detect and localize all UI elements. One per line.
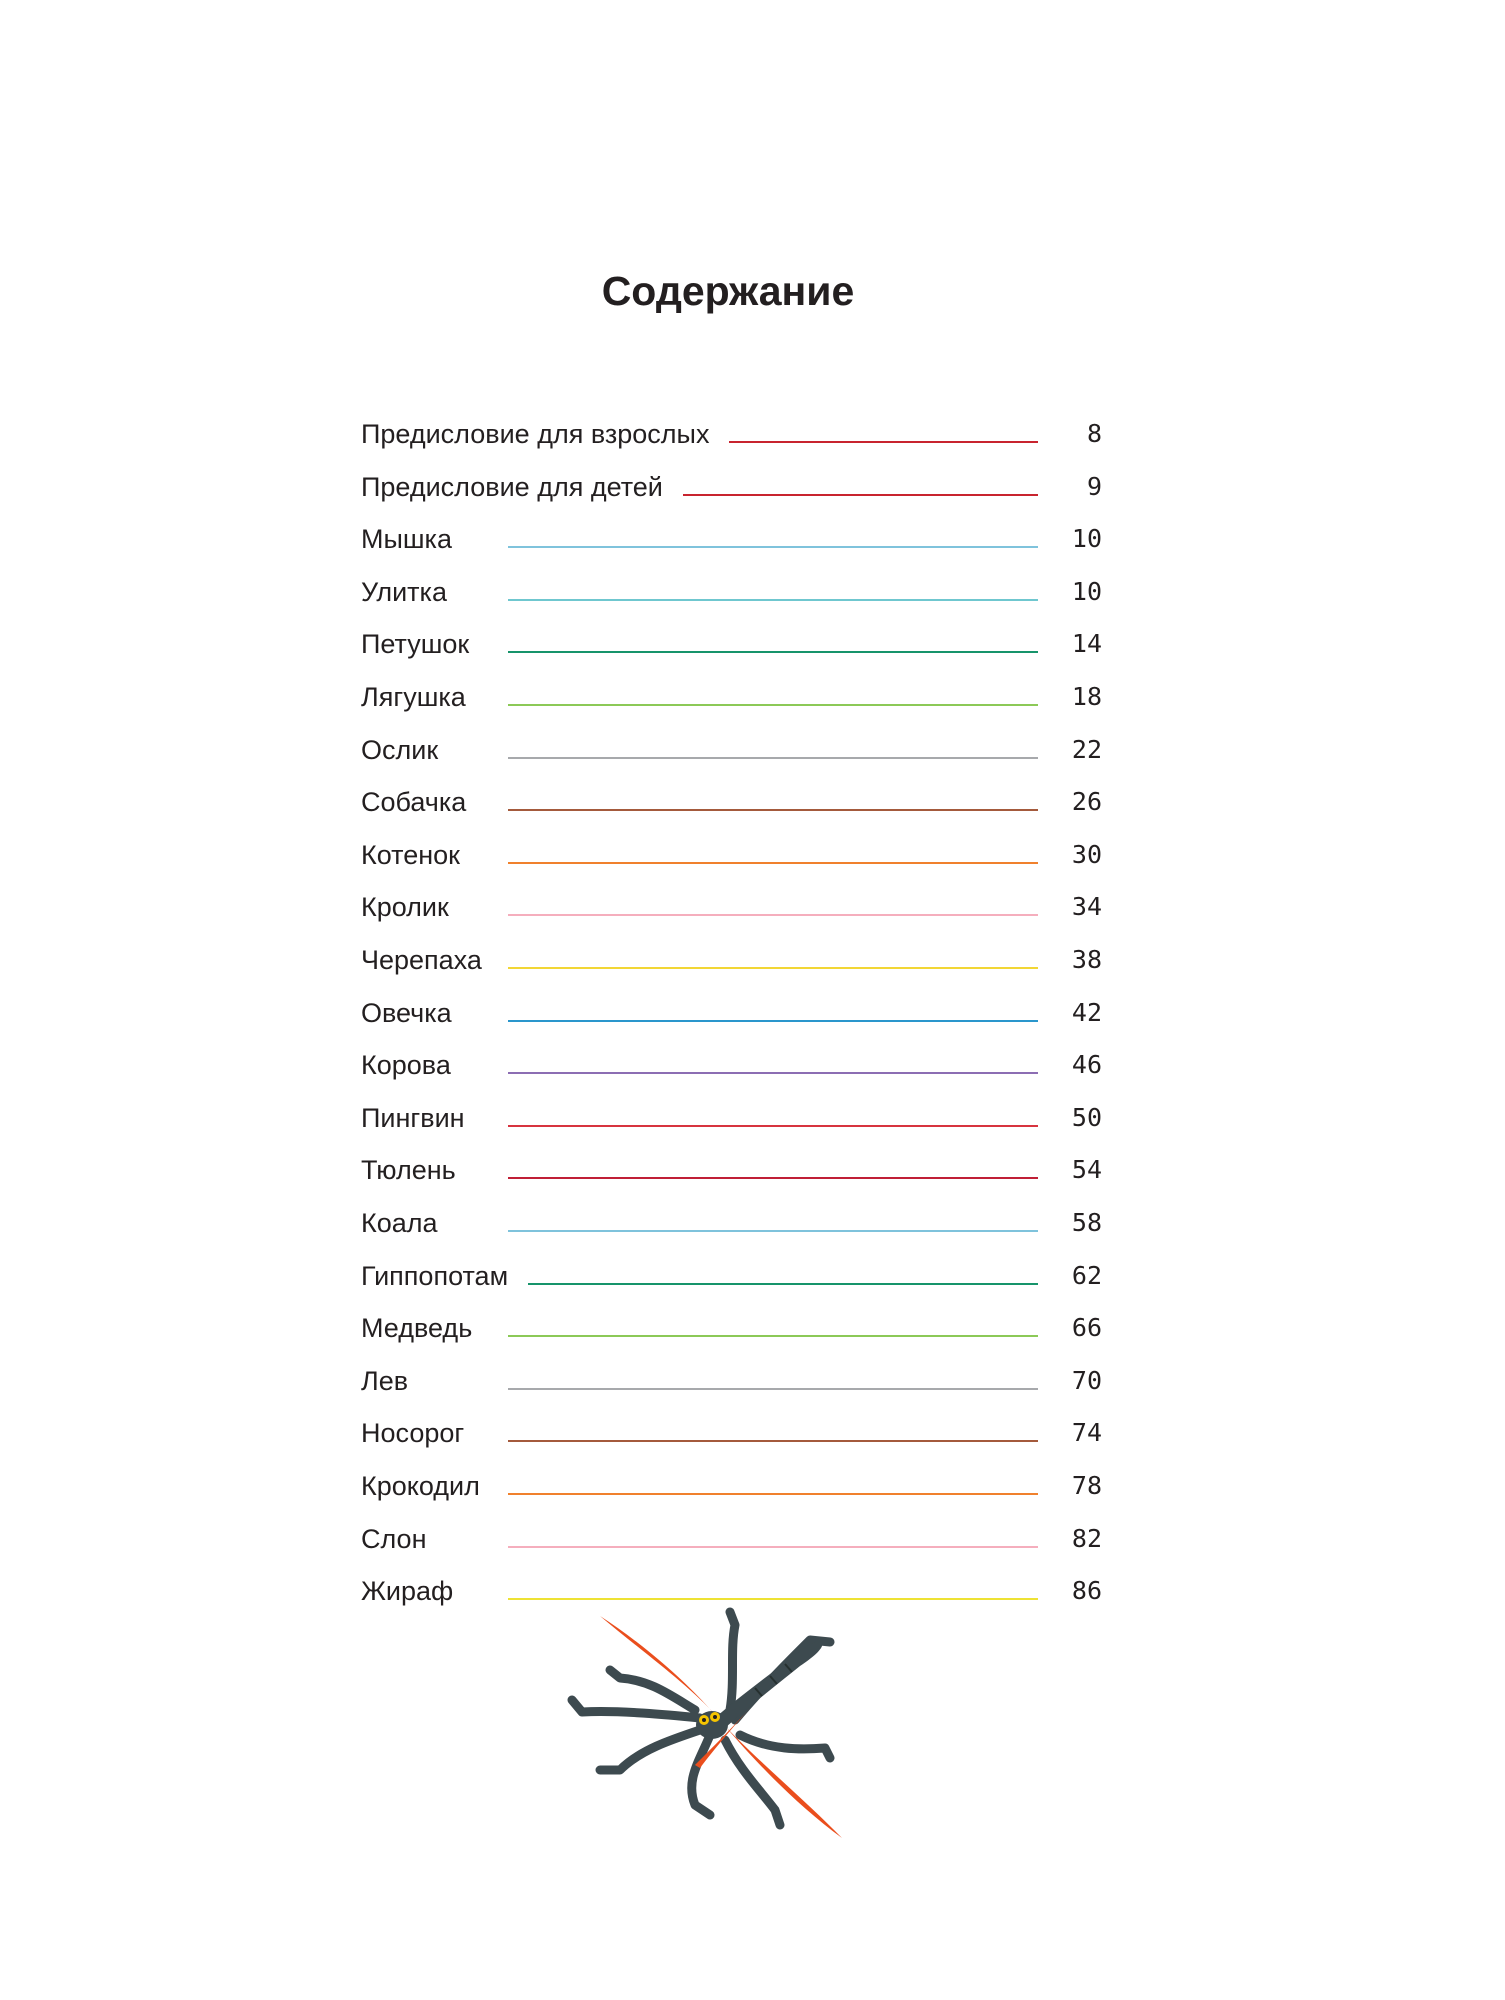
- toc-entry-label: Собачка: [361, 787, 467, 818]
- toc-entry: [0, 677, 1505, 717]
- toc-entry-label: Мышка: [361, 524, 452, 555]
- toc-entry-label: Крокодил: [361, 1471, 480, 1501]
- toc-leader-line: [508, 1177, 1038, 1179]
- toc-entry: [0, 467, 1505, 507]
- toc-entry-label: Пингвин: [361, 1102, 465, 1133]
- toc-leader-line: [729, 441, 1038, 443]
- toc-entry: [0, 1203, 1505, 1243]
- toc-leader-line: [683, 494, 1038, 496]
- toc-entry: [0, 1466, 1505, 1506]
- toc-entry: [0, 624, 1505, 664]
- toc-entry-page-number: 38: [1071, 945, 1102, 974]
- toc-entry: [0, 835, 1505, 875]
- toc-leader-line: [508, 651, 1038, 653]
- toc-entry-label: Предисловие для взрослых: [361, 419, 710, 449]
- toc-entry: [0, 1413, 1505, 1453]
- toc-leader-line: [508, 1440, 1038, 1442]
- toc-entry: [0, 1256, 1505, 1296]
- toc-entry-label: Овечка: [361, 997, 452, 1028]
- toc-entry: [0, 1098, 1505, 1138]
- toc-entry: [0, 993, 1505, 1033]
- toc-entry-label: Медведь: [361, 1313, 473, 1344]
- toc-entry-label: Котенок: [361, 839, 460, 870]
- toc-entry: [0, 887, 1505, 927]
- toc-entry-page-number: 46: [1071, 1050, 1102, 1080]
- page-title: Содержание: [601, 268, 855, 314]
- toc-entry-page-number: 62: [1071, 1260, 1102, 1290]
- toc-leader-line: [508, 809, 1038, 811]
- toc-entry-label: Гиппопотам: [361, 1260, 509, 1291]
- toc-entry-page-number: 50: [1071, 1102, 1102, 1132]
- toc-entry: [0, 1519, 1505, 1559]
- toc-entry-label: Черепаха: [361, 945, 482, 975]
- toc-leader-line: [508, 1125, 1038, 1127]
- toc-entry-page-number: 58: [1071, 1208, 1102, 1237]
- toc-entry-page-number: 66: [1071, 1313, 1102, 1343]
- toc-entry-label: Лев: [361, 1365, 409, 1396]
- toc-entry-page-number: 18: [1071, 682, 1102, 711]
- toc-leader-line: [508, 967, 1038, 969]
- toc-leader-line: [508, 1020, 1038, 1022]
- toc-entry: [0, 940, 1505, 980]
- toc-entry-label: Улитка: [361, 576, 447, 607]
- toc-leader-line: [508, 862, 1038, 864]
- toc-leader-line: [508, 1230, 1038, 1232]
- toc-leader-line: [508, 704, 1038, 706]
- toc-entry: [0, 782, 1505, 822]
- toc-entry-page-number: 74: [1071, 1418, 1102, 1448]
- toc-leader-line: [508, 599, 1038, 601]
- toc-leader-line: [508, 546, 1038, 548]
- toc-leader-line: [508, 1335, 1038, 1337]
- toc-entry-page-number: 26: [1071, 787, 1102, 817]
- toc-entry-page-number: 78: [1071, 1471, 1102, 1500]
- toc-leader-line: [508, 1546, 1038, 1548]
- toc-leader-line: [508, 1493, 1038, 1495]
- toc-leader-line: [508, 914, 1038, 916]
- toc-entry-page-number: 14: [1071, 629, 1102, 659]
- toc-entry-label: Коала: [361, 1208, 438, 1238]
- toc-entry-label: Петушок: [361, 629, 470, 660]
- toc-entry: [0, 572, 1505, 612]
- toc-leader-line: [508, 1388, 1038, 1390]
- toc-entry-page-number: 22: [1071, 734, 1102, 764]
- toc-entry-page-number: 86: [1071, 1576, 1102, 1606]
- toc-entry-label: Ослик: [361, 734, 439, 765]
- toc-entry: [0, 730, 1505, 770]
- toc-entry-label: Слон: [361, 1523, 427, 1554]
- toc-entry-label: Лягушка: [361, 682, 466, 712]
- toc-entry: [0, 1150, 1505, 1190]
- toc-entry-label: Носорог: [361, 1418, 465, 1449]
- toc-entry-page-number: 9: [1086, 471, 1102, 501]
- toc-entry-label: Корова: [361, 1050, 451, 1081]
- toc-entry-page-number: 10: [1071, 524, 1102, 554]
- toc-entry-page-number: 10: [1071, 576, 1102, 606]
- toc-entry-page-number: 8: [1086, 419, 1102, 448]
- toc-entry-page-number: 30: [1071, 839, 1102, 869]
- toc-entry: [0, 1308, 1505, 1348]
- toc-entry: [0, 414, 1505, 454]
- toc-entry-page-number: 82: [1071, 1523, 1102, 1553]
- toc-leader-line: [508, 757, 1038, 759]
- toc-entry-page-number: 70: [1071, 1365, 1102, 1395]
- toc-leader-line: [528, 1283, 1038, 1285]
- dragonfly-icon: [560, 1600, 900, 1850]
- toc-entry-page-number: 34: [1071, 892, 1102, 922]
- toc-entry: [0, 1045, 1505, 1085]
- toc-entry-page-number: 54: [1071, 1155, 1102, 1185]
- toc-entry-page-number: 42: [1071, 997, 1102, 1027]
- toc-entry: [0, 1361, 1505, 1401]
- toc-entry: [0, 519, 1505, 559]
- toc-entry-label: Предисловие для детей: [361, 471, 663, 502]
- toc-leader-line: [508, 1072, 1038, 1074]
- toc-entry-label: Тюлень: [361, 1155, 456, 1186]
- toc-entry-label: Жираф: [361, 1576, 454, 1607]
- toc-entry-label: Кролик: [361, 892, 449, 923]
